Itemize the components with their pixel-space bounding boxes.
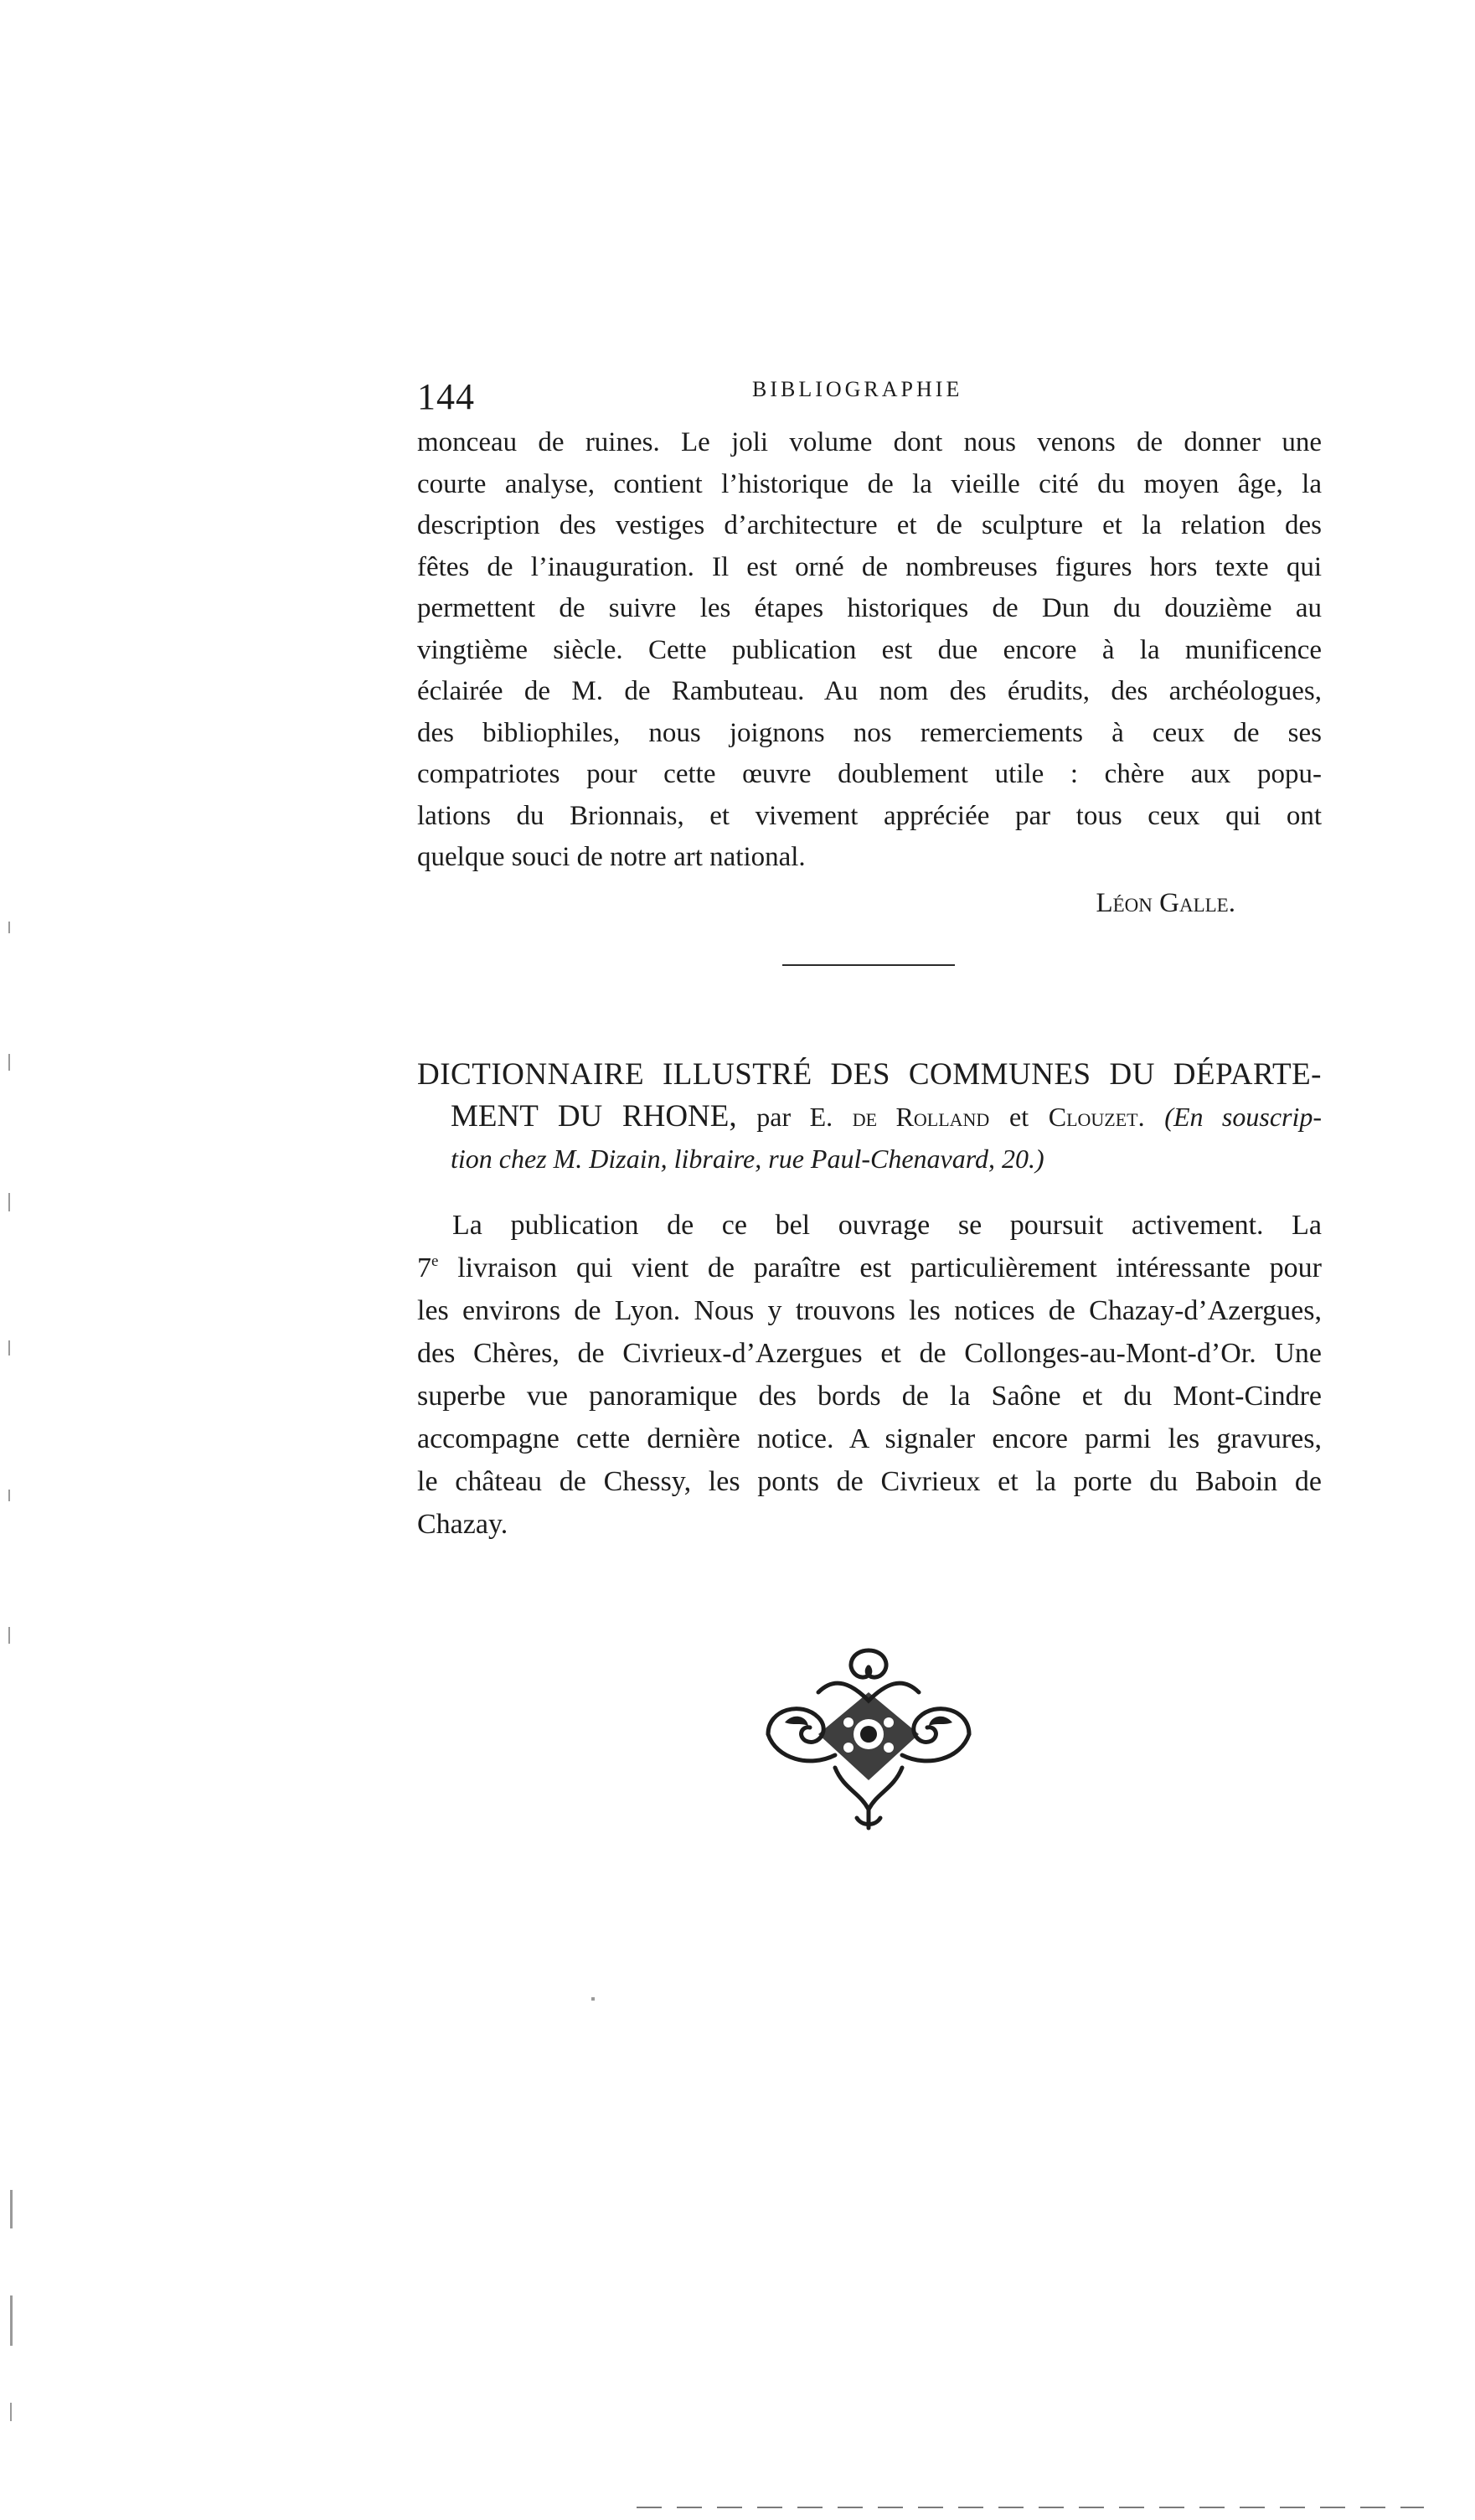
scan-mark [591,1997,595,2001]
review-paragraph [417,1204,1322,1546]
entry-title-line: DICTIONNAIRE ILLUSTRÉ DES COMMUNES DU DÉPARTE- [417,1057,1322,1092]
scan-mark [10,2295,13,2346]
entry-and: et [1008,1102,1029,1132]
text-line: permettent de suivre les étapes historiques de Dun du douzième au [417,593,1322,623]
text-line [417,1247,1322,1289]
text-line: La publication de ce bel ouvrage se poursuit activement. La [452,1210,1322,1241]
ordinal-number: 7 [417,1252,431,1283]
text-line: des bibliophiles, nous joignons nos remerciements à ceux de ses [417,717,1322,748]
entry-title-line [417,1138,1322,1180]
fleuron-ornament-icon [751,1642,986,1833]
text-line: éclairée de M. de Rambuteau. Au nom des érudits, des archéologues, [417,676,1322,706]
text-line: description des vestiges d’architecture et de sculpture et la relation des [417,510,1322,540]
text-line: fêtes de l’inauguration. Il est orné de nombreuses figures hors texte qui [417,551,1322,582]
scan-mark [10,2190,13,2228]
text-line: courte analyse, contient l’historique de la vieille cité du moyen âge, la [417,468,1322,499]
entry-publisher-note: (En souscrip- [1164,1102,1323,1132]
text-line: le château de Chessy, les ponts de Civrieux et la porte du Baboin de [417,1466,1322,1497]
review-paragraph [417,422,1322,879]
scan-edge [637,2507,1424,2508]
text-line: quelque souci de notre art national. [417,842,806,872]
scan-mark [8,1193,10,1211]
text-line: des Chères, de Civrieux-d’Azergues et de Collonges-au-Mont-d’Or. Une [417,1338,1322,1369]
scan-mark [8,1627,10,1644]
text-line: superbe vue panoramique des bords de la Saône et du Mont-Cindre [417,1381,1322,1412]
page-number: 144 [417,376,475,417]
text-line: les environs de Lyon. Nous y trouvons les notices de Chazay-d’Azergues, [417,1295,1322,1326]
section-divider [782,964,955,966]
entry-author: Clouzet. [1048,1102,1145,1132]
scan-mark [8,1054,10,1071]
entry-author: de Rolland [852,1102,990,1132]
text-line: lations du Brionnais, et vivement appréciée par tous ceux qui ont [417,800,1322,831]
scan-mark [8,1490,10,1501]
entry-heading [417,1054,1322,1180]
text-line: monceau de ruines. Le joli volume dont nous venons de donner une [417,427,1322,457]
text-fragment: livraison qui vient de paraître est particulièrement intéressante pour [438,1252,1322,1283]
text-line: compatriotes pour cette œuvre doublement utile : chère aux popu- [417,759,1322,789]
entry-by: par E. [756,1102,833,1132]
scan-mark [8,1340,10,1356]
text-line: accompagne cette dernière notice. A signaler encore parmi les gravures, [417,1423,1322,1454]
text-line: vingtième siècle. Cette publication est due encore à la munificence [417,634,1322,665]
text-line: Chazay. [417,1509,508,1540]
scan-mark [8,922,10,933]
entry-publisher-note: tion chez M. Dizain, libraire, rue Paul-Chenavard, 20.) [451,1144,1044,1174]
entry-title-line [417,1096,1322,1138]
ordinal-suffix: e [431,1252,439,1270]
entry-title-continued: MENT DU RHONE, [451,1099,737,1133]
review-signature: Léon Galle. [1096,888,1235,918]
running-head: BIBLIOGRAPHIE [752,377,963,401]
scan-mark [10,2403,12,2421]
